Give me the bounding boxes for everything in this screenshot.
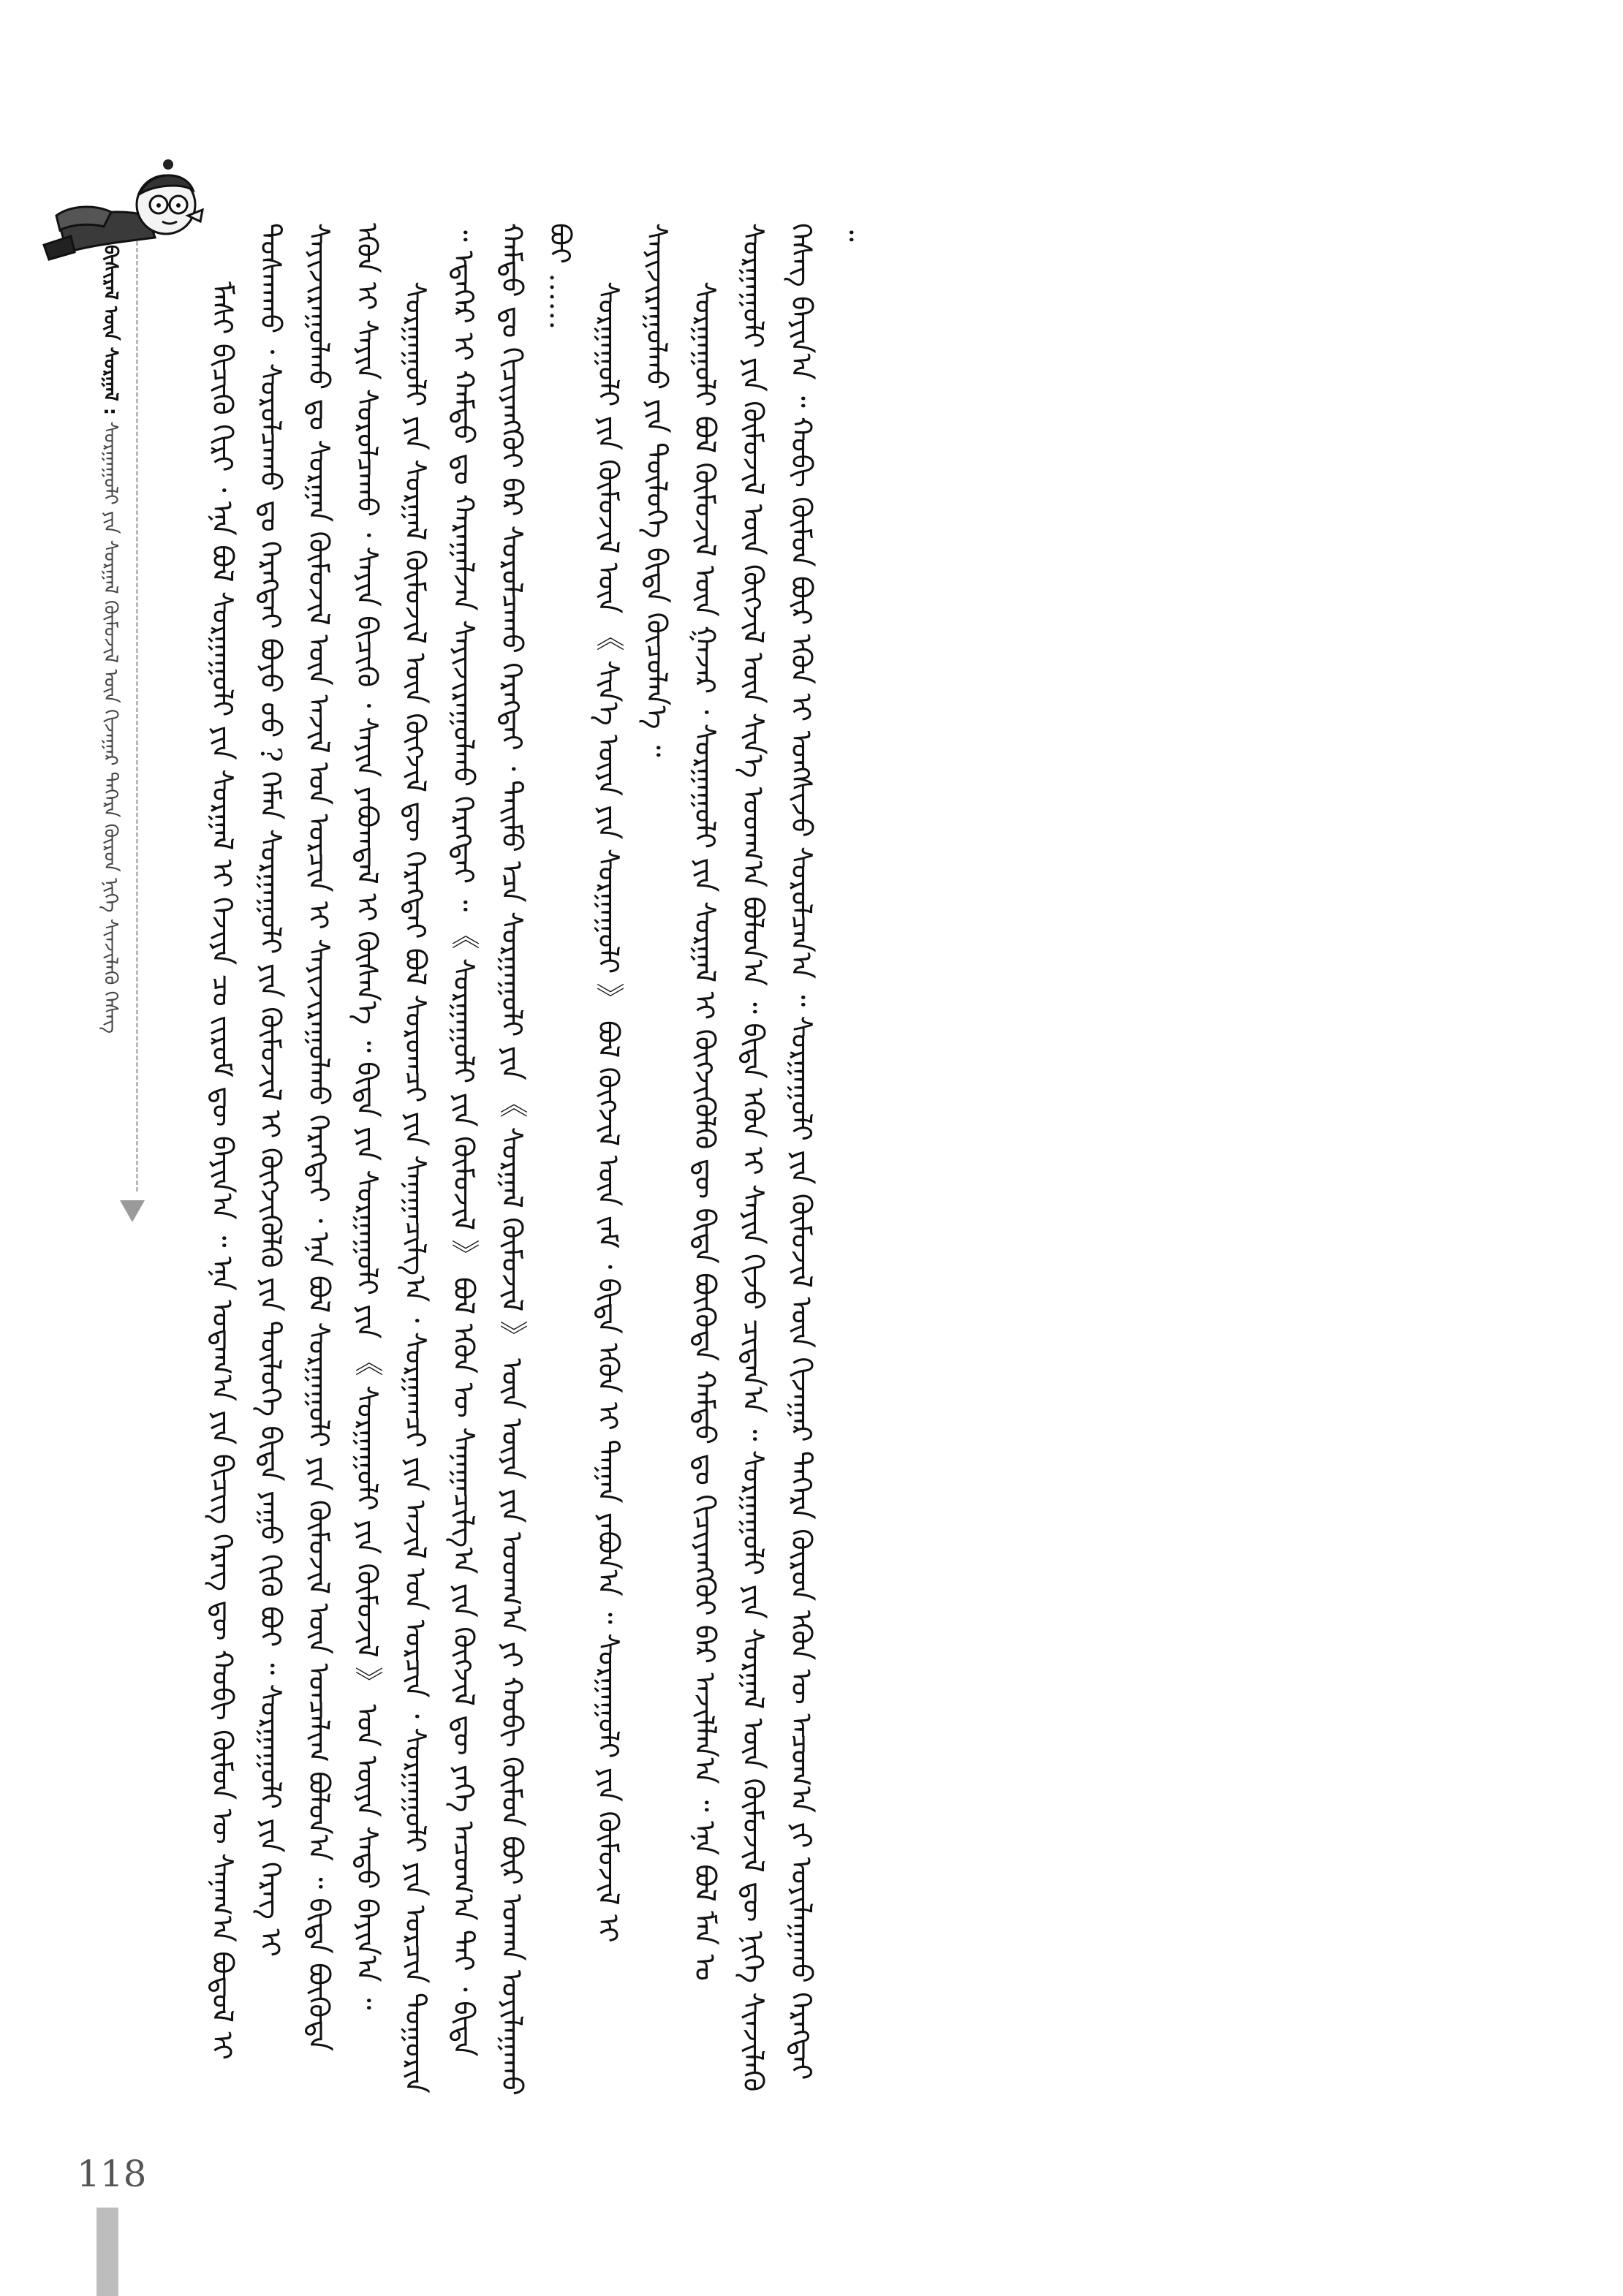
paragraph: ᠰᠤᠷᠭᠠᠭᠤᠯᠢ ᠶᠢᠨ ᠰᠤᠷᠭᠠᠯ ᠬᠦᠮᠦᠵᠢᠯ ᠦᠨ ᠬᠥᠭᠵᠢᠯ ᠳᠦ ᠬᠡᠷᠡᠭᠲᠡᠢ ᠪᠤᠯ ᠰᠤᠷᠤᠭᠴᠢ ᠶᠢᠨ ᠰᠠᠨᠠᠭᠠᠴᠢᠯᠭ᠎ᠠ ᠂ ᠰᠤᠷᠭᠠᠭᠴᠢ ᠶᠢᠨ ᠠᠵᠢᠯ ᠤᠨ ᠤᠷᠴᠢᠨ ᠂ ᠰᠤᠷᠭᠠᠭᠤᠯᠢ ᠶᠢᠨ ᠣᠷᠴᠢᠨ ᠲᠣᠭᠣᠷᠢᠨ ᠃ ᠡᠳᠡᠭᠡᠷ ᠢ ᠬᠠᠮᠲᠤ ᠳᠤ ᠬᠠᠷᠠᠭᠠᠯᠵᠠᠨ ᠰᠠᠶᠢᠵᠢᠷᠠᠭᠤᠯᠬᠤ ᠬᠡᠷᠡᠭᠲᠡᠢ ᠃ 《 ᠰᠤᠷᠭᠠᠭᠤᠯᠢ ᠶᠢᠨ ᠬᠦᠮᠦᠵᠢᠯ 》 ᠪᠣᠯ ᠡᠭᠦᠨ ᠦ ᠰᠠᠨᠠᠭᠠᠴᠢᠯᠭ᠎ᠠ ᠶᠢᠨ ᠬᠥᠭᠵᠢᠯ ᠳᠦ ᠶᠡᠬᠡ ᠠᠴᠤᠭ᠎ᠠ ᠲᠠᠢ ᠂ ᠪᠢᠳᠡ ᠬᠠᠮᠲᠤ ᠳᠤ ᠬᠢᠴᠢᠶᠡᠩᠭᠦᠢ ᠪᠠᠷ ᠰᠤᠷᠤᠯᠴᠠᠬᠤ ᠬᠡᠷᠡᠭᠲᠡᠢ ᠂ ᠲᠡᠢᠮᠦ ᠡᠴᠡ ᠰᠤᠷᠭᠠᠭᠤᠯᠢ ᠶᠢᠨ 《 ᠰᠤᠷᠭᠠᠯ ᠬᠦᠮᠦᠵᠢᠯ 》 ᠦᠨ ᠦᠶᠡ ᠶᠢᠨ ᠤᠳᠬ᠎ᠠ ᠶᠢ ᠬᠤᠪᠢ ᠬᠥᠮᠥᠨ ᠪᠦᠷ ᠤᠬᠠᠨ ᠣᠶᠢᠯᠠᠭᠠᠬᠤ ᠪᠤᠢ …… — [398, 223, 576, 2096]
running-head-dashed-rule — [136, 241, 138, 1191]
page-number: 118 — [77, 2153, 147, 2195]
main-text-body — [197, 223, 1411, 2105]
flying-boy-mascot-icon — [38, 143, 206, 281]
paragraph: ᠮᠠᠰᠢ ᠪᠢᠴᠢᠬᠦ ᠬᠢᠷᠢ ᠂ ᠡᠨᠡ ᠪᠤᠯ ᠰᠤᠷᠭᠠᠭᠤᠯᠢ ᠶᠢᠨ ᠰᠤᠷᠭᠠᠯ ᠢ ᠬᠡᠵᠢᠶᠡ ᠴᠤ ᠵᠢᠷᠤᠮ ᠳᠦ ᠪᠠᠶᠢᠨ᠎ᠠ ᠃ ᠡᠨᠡ ᠤᠳᠠᠭ᠎ᠠ ᠶᠢᠨ ᠪᠢᠴᠢᠭ ᠬᠡᠷᠡᠭ ᠳᠦ ᠬᠤᠪᠢ ᠬᠥᠮᠥᠨ ᠦ ᠰᠠᠨᠠᠭ᠎ᠠ ᠪᠤᠳᠤᠯ ᠢ ᠲᠤᠰᠬᠠᠬᠤ ᠂ ᠰᠤᠷᠤᠯᠴᠠᠬᠤ ᠳᠤ ᠬᠡᠷᠡᠭᠲᠡᠢ ᠪᠤᠶᠤ ᠤᠤ ? ᠬᠡᠮᠡᠨ ᠰᠤᠷᠭᠠᠭᠤᠯᠢ ᠶᠢᠨ ᠬᠦᠮᠦᠵᠢᠯ ᠢ ᠬᠥᠭᠵᠢᠭᠦᠯᠬᠦ ᠶᠢᠨ ᠲᠥᠯᠥᠭᠡ ᠪᠢᠳᠡ ᠶᠠᠭᠤ ᠬᠢᠬᠦ ᠪᠤᠢ ᠃ ᠰᠤᠷᠭᠠᠭᠤᠯᠢ ᠶᠢᠨ ᠬᠡᠷᠡᠭ ᠢ ᠰᠠᠶᠢᠵᠢᠷᠠᠭᠤᠯᠬᠤ ᠳᠤ ᠰᠤᠷᠭᠠᠨ ᠬᠦᠮᠦᠵᠢᠯ ᠦᠨ ᠠᠵᠢᠯ ᠤᠨ ᠤᠷᠴᠢᠨ ᠢ ᠰᠠᠶᠢᠵᠢᠷᠠᠭᠤᠯᠬᠤ ᠬᠡᠷᠡᠭᠲᠡᠢ ᠂ ᠡᠨᠡ ᠪᠤᠯ ᠰᠤᠷᠭᠠᠭᠤᠯᠢ ᠶᠢᠨ ᠬᠦᠮᠦᠵᠢᠯ ᠦᠨ ᠣᠨᠴᠠᠯᠢᠭ ᠪᠣᠯᠤᠨ᠎ᠠ ᠃ ᠪᠢᠳᠡ ᠪᠦᠭᠦᠳᠡ ᠡᠭᠦᠨ ᠢ ᠰᠠᠶᠢᠨ ᠰᠤᠷᠤᠯᠴᠠᠬᠤ ᠂ ᠰᠠᠶᠢᠨ ᠪᠢᠴᠢᠬᠦ ᠂ ᠰᠠᠶᠢᠨ ᠶᠠᠪᠤᠭᠳᠠᠯ ᠢ ᠬᠦᠰᠡᠨ᠎ᠡ ᠃ ᠪᠢᠳᠡ ᠶᠢᠨ ᠰᠤᠷᠭᠠᠭᠤᠯᠢ ᠶᠢᠨ 《 ᠰᠤᠷᠭᠠᠭᠤᠯᠢ ᠶᠢᠨ ᠬᠦᠮᠦᠵᠢᠯ 》 ᠤᠨ ᠦᠶᠡ ᠰᠠᠳᠤ ᠪᠠᠶᠢᠨ᠎ᠠ ᠃ — [205, 223, 383, 2061]
running-head — [94, 245, 130, 1188]
running-head-title: ᠰᠤᠷᠭᠠᠭᠤᠯᠢ ᠶᠢᠨ ᠰᠤᠷᠭᠠᠯ ᠬᠦᠮᠦᠵᠢᠯ ᠦᠨ ᠬᠢᠵᠠᠭᠠᠷ ᠳᠡᠭᠡᠷᠡ ᠬᠦᠷᠦᠨ ᠨᠢᠭᠡ ᠰᠢᠨᠵᠢᠯᠡᠬᠦ ᠬᠡᠰᠡᠭ — [99, 421, 121, 1034]
page-edge-tab — [97, 2208, 118, 2296]
paragraph: ᠰᠤᠷᠭᠠᠭᠤᠯᠢ ᠪᠤᠯ ᠬᠦᠮᠦᠵᠢᠯ ᠦᠨ ᠭᠠᠵᠠᠷ ᠂ ᠰᠤᠷᠭᠠᠭᠤᠯᠢ ᠶᠢᠨ ᠰᠤᠷᠭᠠᠯ ᠢ ᠬᠥᠭᠵᠢᠭᠦᠯᠬᠦ ᠳᠦ ᠪᠢᠳᠡ ᠪᠦᠭᠦᠳᠡ ᠬᠠᠮᠲᠤ ᠳᠤ ᠬᠢᠴᠢᠶᠡᠩᠭᠦᠢ ᠪᠠᠷ ᠠᠵᠢᠯᠯᠠᠨ᠎ᠠ ᠃ ᠡᠨᠡ ᠪᠤᠯ ᠮᠠᠨ ᠤ ᠰᠤᠷᠭᠠᠭᠤᠯᠢ ᠶᠢᠨ ᠬᠦᠮᠦᠵᠢᠯ ᠦᠨ ᠬᠥᠭᠵᠢᠯ ᠦᠨ ᠰᠢᠨ᠎ᠡ ᠤᠳᠬ᠎ᠠ ᠪᠣᠯᠤᠨ᠎ᠠ ᠃ ᠪᠢᠳᠡ ᠡᠭᠦᠨ ᠢ ᠰᠠᠶᠢᠨ ᠬᠢᠵᠦ ᠴᠢᠳᠠᠨ᠎ᠠ ᠃ ᠰᠤᠷᠭᠠᠭᠤᠯᠢ ᠶᠢᠨ ᠰᠤᠷᠭᠠᠯ ᠦᠨ ᠬᠦᠮᠦᠵᠢᠯ ᠳᠦ ᠨᠢᠭᠡ ᠰᠢᠨᠵᠢᠯᠡᠬᠦ ᠬᠡᠰᠡᠭ ᠪᠠᠶᠢᠨ᠎ᠠ ᠃ ᠬᠤᠪᠢ ᠬᠥᠮᠥᠨ ᠪᠦᠷ ᠡᠭᠦᠨ ᠢ ᠤᠩᠰᠢᠵᠤ ᠰᠤᠷᠤᠯᠴᠠᠨ᠎ᠠ ᠃ ᠰᠤᠷᠭᠠᠭᠤᠯᠢ ᠶᠢᠨ ᠬᠦᠮᠦᠵᠢᠯ ᠦᠨ ᠬᠢᠵᠠᠭᠠᠷ ᠳᠡᠭᠡᠷᠡ ᠬᠦᠷᠦᠨ ᠡᠭᠦᠨ ᠦ ᠠᠴᠤᠭ᠎ᠠ ᠶᠢ ᠣᠶᠢᠯᠠᠭᠠᠬᠤ ᠬᠡᠷᠡᠭᠲᠡᠢ ᠃ — [688, 223, 866, 2092]
paragraph: ᠰᠤᠷᠭᠠᠭᠤᠯᠢ ᠶᠢᠨ ᠬᠦᠮᠦᠵᠢᠯ ᠦᠨ 《 ᠰᠢᠨ᠎ᠡ ᠦᠶᠡ ᠶᠢᠨ ᠰᠤᠷᠭᠠᠭᠤᠯᠢ 》 ᠪᠤᠯ ᠬᠥᠭᠵᠢᠯ ᠦᠨ ᠵᠠᠮ ᠂ ᠪᠢᠳᠡ ᠡᠭᠦᠨ ᠢ ᠳᠠᠭᠠᠨ ᠶᠠᠪᠤᠨ᠎ᠠ ᠃ ᠰᠤᠷᠭᠠᠭᠤᠯᠢ ᠶᠢᠨ ᠬᠦᠮᠦᠵᠢᠯ ᠢ ᠰᠠᠶᠢᠵᠢᠷᠠᠭᠤᠯᠬᠤ ᠶᠢᠨ ᠲᠥᠯᠥᠭᠡ ᠪᠢᠳᠡ ᠬᠦᠴᠦᠯᠡᠨ᠎ᠡ ᠃ — [591, 223, 673, 1943]
running-head-series: ᠪᠢᠰᠢᠷᠡᠯ ᠦᠨ ᠰᠤᠷᠭᠠᠯ : — [99, 245, 121, 416]
running-head-arrow-icon — [120, 1200, 145, 1222]
